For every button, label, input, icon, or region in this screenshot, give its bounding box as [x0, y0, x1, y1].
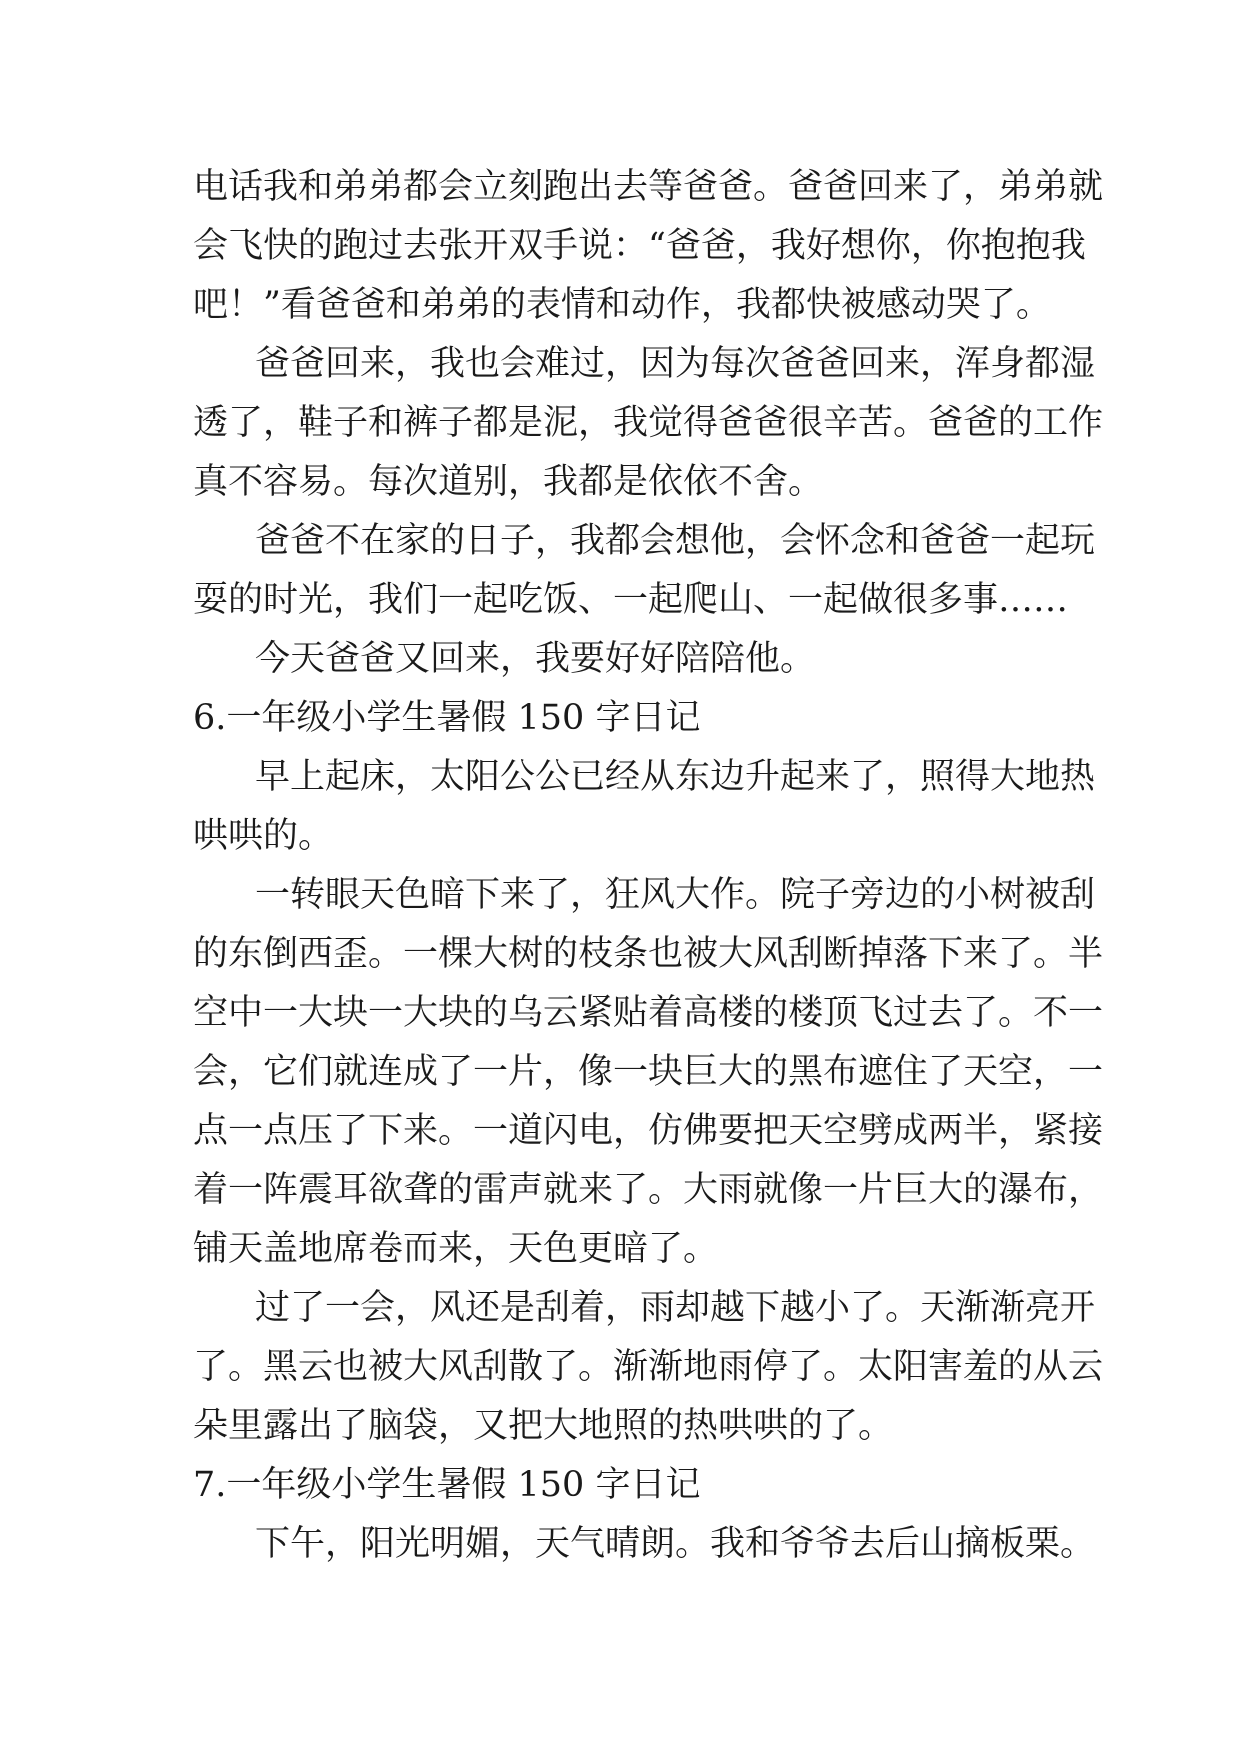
paragraph-first-line: 早上起床，太阳公公已经从东边升起来了，照得大地热: [255, 757, 1096, 797]
text-line: 透了，鞋子和裤子都是泥，我觉得爸爸很辛苦。爸爸的工作: [193, 403, 1104, 443]
section-heading: 7.一年级小学生暑假 150 字日记: [193, 1465, 701, 1505]
text-line: 电话我和弟弟都会立刻跑出去等爸爸。爸爸回来了，弟弟就: [193, 167, 1104, 207]
text-line: 耍的时光，我们一起吃饭、一起爬山、一起做很多事……: [193, 580, 1069, 620]
document-body: [193, 158, 1104, 1574]
text-line: 会飞快的跑过去张开双手说：“爸爸，我好想你，你抱抱我: [193, 226, 1086, 266]
text-line: 了。黑云也被大风刮散了。渐渐地雨停了。太阳害羞的从云: [193, 1347, 1104, 1387]
paragraph-first-line: 今天爸爸又回来，我要好好陪陪他。: [255, 639, 816, 679]
paragraph-first-line: 过了一会，风还是刮着，雨却越下越小了。天渐渐亮开: [255, 1288, 1096, 1328]
paragraph-first-line: 下午，阳光明媚，天气晴朗。我和爷爷去后山摘板栗。: [255, 1524, 1096, 1564]
text-line: 铺天盖地席卷而来，天色更暗了。: [193, 1229, 719, 1269]
paragraph-first-line: 爸爸不在家的日子，我都会想他，会怀念和爸爸一起玩: [255, 521, 1096, 561]
paragraph-first-line: 一转眼天色暗下来了，狂风大作。院子旁边的小树被刮: [255, 875, 1096, 915]
text-line: 着一阵震耳欲聋的雷声就来了。大雨就像一片巨大的瀑布，: [193, 1170, 1104, 1210]
text-line: 的东倒西歪。一棵大树的枝条也被大风刮断掉落下来了。半: [193, 934, 1104, 974]
text-line: 点一点压了下来。一道闪电，仿佛要把天空劈成两半，紧接: [193, 1111, 1104, 1151]
text-line: 吧！”看爸爸和弟弟的表情和动作，我都快被感动哭了。: [193, 285, 1051, 325]
text-line: 空中一大块一大块的乌云紧贴着高楼的楼顶飞过去了。不一: [193, 993, 1104, 1033]
paragraph-first-line: 爸爸回来，我也会难过，因为每次爸爸回来，浑身都湿: [255, 344, 1096, 384]
text-line: 朵里露出了脑袋，又把大地照的热哄哄的了。: [193, 1406, 894, 1446]
section-heading: 6.一年级小学生暑假 150 字日记: [193, 698, 701, 738]
text-line: 会，它们就连成了一片，像一块巨大的黑布遮住了天空，一: [193, 1052, 1104, 1092]
text-line: 真不容易。每次道别，我都是依依不舍。: [193, 462, 824, 502]
text-line: 哄哄的。: [193, 816, 334, 856]
